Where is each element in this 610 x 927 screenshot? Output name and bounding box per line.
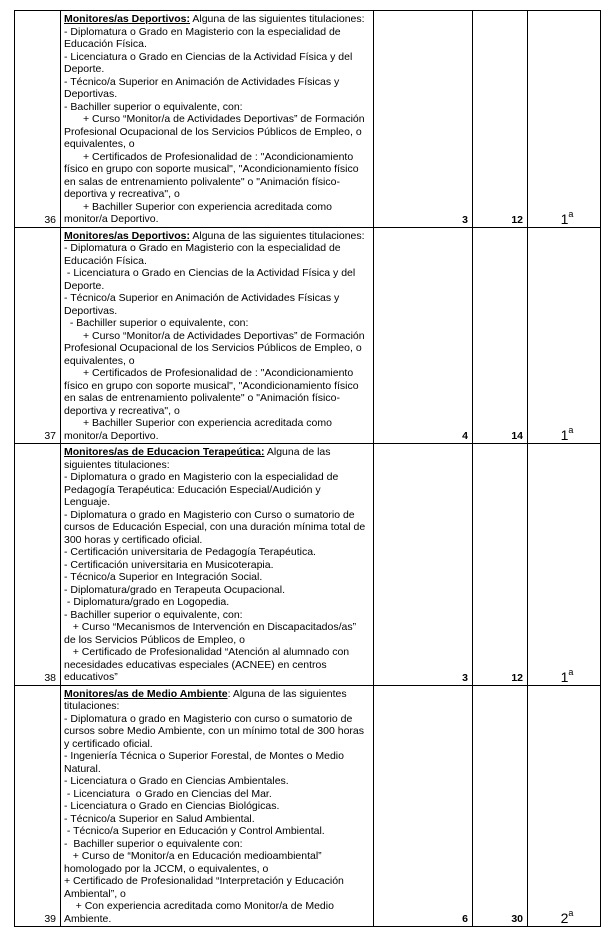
level-ordinal: a (568, 908, 574, 918)
description-line: equivalentes, o (64, 354, 135, 367)
description-line: titulaciones: (64, 700, 120, 712)
level-cell (528, 444, 601, 686)
level-cell (528, 227, 601, 444)
row-description (61, 227, 374, 444)
description-line: - Diplomatura/grado en Terapeuta Ocupacional. (64, 583, 286, 596)
description-line: físico en grupo con soporte musical", "Acondicionamiento físico (64, 163, 359, 175)
description-line: y certificado oficial. (64, 737, 153, 750)
position-title: Monitores/as de Medio Ambiente (64, 687, 228, 700)
value-b-cell: 12 (473, 11, 528, 228)
description-line: Profesional Ocupacional de los Servicios Públicos de Empleo, o (64, 342, 362, 354)
description-line: - Técnico/a Superior en Educación y Control Ambiental. (64, 825, 325, 837)
description-line: - Diplomatura o grado en Magisterio con Curso o sumatorio de (64, 508, 355, 521)
description-line: Deportivas. (64, 88, 118, 100)
description-line: - Técnico/a Superior en Animación de Actividades Físicas y (64, 75, 340, 88)
description-line: - Diplomatura/grado en Logopedia. (64, 596, 230, 608)
row-description (61, 444, 374, 686)
description-line: - Técnico/a Superior en Salud Ambiental. (64, 812, 255, 825)
description-line: Natural. (64, 762, 101, 775)
description-heading-line (64, 688, 371, 701)
description-line: + Curso “Mecanismos de Intervención en Discapacitados/as” (64, 621, 357, 633)
description-line: físico en grupo con soporte musical", "Acondicionamiento físico (64, 379, 359, 392)
level-number: 2 (560, 910, 569, 926)
value-b-cell: 12 (473, 444, 528, 686)
row-number: 37 (15, 227, 61, 444)
row-description (61, 11, 374, 228)
value-a-cell: 3 (374, 444, 473, 686)
description-line: + Certificados de Profesionalidad de : "Acondicionamiento (83, 367, 354, 379)
description-line: en salas de entrenamiento polivalente" o "Animación físico- (64, 392, 340, 404)
position-title: Monitores/as Deportivos: (64, 229, 191, 242)
description-line: - Certificación universitaria en Musicoterapia. (64, 558, 274, 571)
value-a-cell: 6 (374, 685, 473, 927)
description-line: + Certificado de Profesionalidad “Atención al alumnado con (64, 646, 350, 658)
description-line: - Licenciatura o Grado en Ciencias del Mar. (64, 787, 272, 800)
description-line: - Diplomatura o Grado en Magisterio con la especialidad de (64, 242, 341, 254)
table-row (15, 11, 601, 228)
description-line: equivalentes, o (64, 138, 135, 150)
level-ordinal: a (568, 666, 574, 677)
row-number: 36 (15, 11, 61, 228)
level-ordinal: a (568, 425, 574, 435)
description-line: - Diplomatura o Grado en Magisterio con la especialidad de (64, 25, 341, 38)
description-heading-line (64, 230, 371, 243)
description-line: + Certificados de Profesionalidad de : "Acondicionamiento (83, 150, 354, 163)
description-line: - Certificación universitaria de Pedagogía Terapéutica. (64, 546, 316, 558)
titulaciones-table (14, 10, 601, 927)
description-line: - Bachiller superior o equivalente, con: (64, 317, 249, 329)
description-line: Lenguaje. (64, 496, 111, 508)
level-number: 1 (560, 210, 569, 227)
description-line: 300 horas y certificado oficial. (64, 533, 203, 546)
description-line: deportiva y recreativa", o (64, 404, 180, 417)
value-b-cell: 14 (473, 227, 528, 444)
description-line: + Curso de “Monitor/a en Educación medioambiental” (64, 850, 322, 862)
value-b-cell: 30 (473, 685, 528, 927)
description-line: - Técnico/a Superior en Animación de Actividades Físicas y (64, 292, 340, 304)
description-line: Educación Física. (64, 254, 147, 267)
description-line: - Técnico/a Superior en Integración Social. (64, 571, 263, 583)
description-line: siguientes titulaciones: (64, 458, 170, 471)
row-number: 39 (15, 685, 61, 927)
description-line: - Diplomatura o grado en Magisterio con curso o sumatorio de (64, 712, 353, 725)
position-title: Monitores/as de Educacion Terapeútica: (64, 446, 265, 458)
description-heading-line (64, 446, 371, 459)
description-line: - Licenciatura o Grado en Ciencias Biológicas. (64, 800, 280, 812)
description-line: Educación Física. (64, 38, 147, 50)
description-line: - Licenciatura o Grado en Ciencias de la Actividad Física y del (64, 50, 353, 63)
description-heading-line (64, 13, 371, 26)
level-ordinal: a (568, 208, 574, 219)
description-line: Deportivas. (64, 304, 118, 317)
level-number: 1 (560, 427, 569, 443)
description-line: monitor/a Deportivo. (64, 213, 159, 225)
description-line: cursos de Educación Especial, con una duración mínima total de (64, 521, 366, 533)
description-line: + Bachiller Superior con experiencia acreditada como (83, 417, 332, 429)
description-line: necesidades educativas especiales (ACNEE) en centros (64, 658, 327, 671)
description-line: + Curso “Monitor/a de Actividades Deportivas” de Formación (83, 113, 365, 125)
description-line: homologado por la JCCM, o equivalentes, o (64, 862, 269, 875)
position-title: Monitores/as Deportivos: (64, 13, 191, 25)
row-description (61, 685, 374, 927)
description-line: Ambiente. (64, 912, 112, 925)
description-line: - Bachiller superior o equivalente con: (64, 837, 243, 850)
level-cell (528, 685, 601, 927)
table-body (15, 11, 601, 927)
description-line: Ambiental”, o (64, 887, 126, 900)
row-number: 38 (15, 444, 61, 686)
description-line: + Con experiencia acreditada como Monitor/a de Medio (64, 900, 334, 912)
description-line: + Curso “Monitor/a de Actividades Deportivas” de Formación (83, 329, 365, 342)
description-line: Alguna de las siguientes titulaciones: (190, 229, 365, 242)
description-line: - Bachiller superior o equivalente, con: (64, 608, 243, 621)
table-row (15, 444, 601, 686)
description-line: - Bachiller superior o equivalente, con: (64, 100, 243, 113)
description-line: + Bachiller Superior con experiencia acreditada como (83, 200, 332, 213)
description-line: deportiva y recreativa", o (64, 188, 180, 200)
description-line: - Diplomatura o grado en Magisterio con la especialidad de (64, 471, 339, 483)
description-line: Alguna de las (264, 446, 331, 458)
description-line: cursos sobre Medio Ambiente, con un mínimo total de 300 horas (64, 725, 364, 737)
description-line: educativos” (64, 671, 118, 683)
table-row (15, 227, 601, 444)
level-number: 1 (560, 668, 569, 685)
description-line: de los Servicios Públicos de Empleo, o (64, 633, 245, 646)
description-line: Alguna de las siguientes titulaciones: (190, 13, 365, 25)
value-a-cell: 3 (374, 11, 473, 228)
level-cell (528, 11, 601, 228)
table-row (15, 685, 601, 927)
description-line: monitor/a Deportivo. (64, 429, 159, 442)
description-line: Deporte. (64, 63, 105, 75)
description-line: Profesional Ocupacional de los Servicios Públicos de Empleo, o (64, 125, 362, 138)
description-line: Deporte. (64, 279, 105, 292)
description-line: - Licenciatura o Grado en Ciencias Ambientales. (64, 775, 289, 787)
description-line: + Certificado de Profesionalidad “Interpretación y Educación (64, 875, 344, 887)
value-a-cell: 4 (374, 227, 473, 444)
description-line: Pedagogía Terapéutica: Educación Especial/Audición y (64, 483, 321, 496)
description-line: en salas de entrenamiento polivalente" o "Animación físico- (64, 175, 340, 188)
description-line: - Licenciatura o Grado en Ciencias de la Actividad Física y del (64, 267, 356, 279)
description-line: : Alguna de las siguientes (227, 687, 347, 700)
description-line: - Ingeniería Técnica o Superior Forestal, de Montes o Medio (64, 750, 344, 762)
